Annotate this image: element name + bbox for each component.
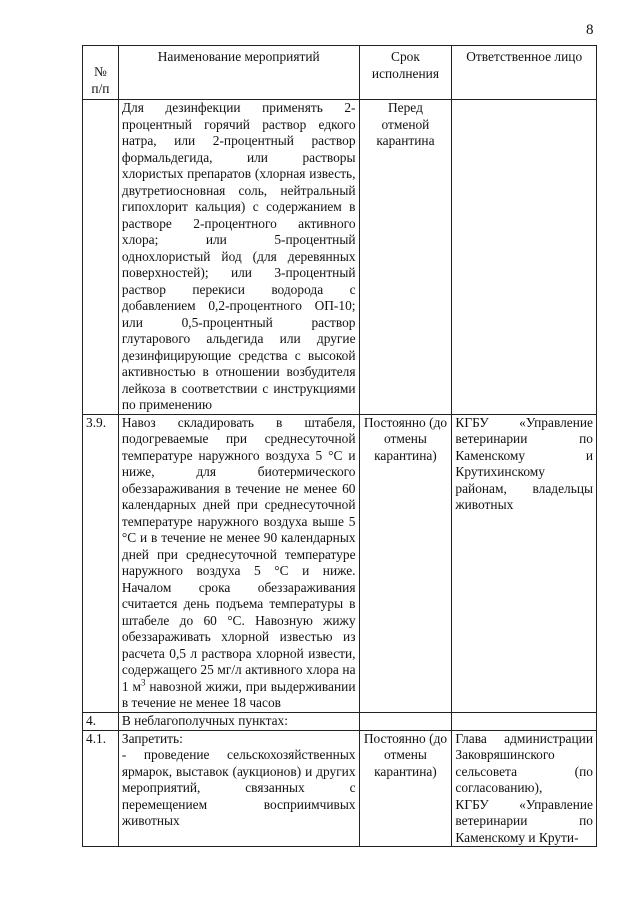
header-number: № п/п <box>83 46 119 100</box>
row-responsible <box>452 712 597 730</box>
row-responsible <box>452 100 597 415</box>
table-row <box>83 712 597 730</box>
superscript: 3 <box>140 677 146 688</box>
row-term: Постоянно (до отмены карантина) <box>359 414 452 712</box>
table-header-row <box>83 46 597 100</box>
row-term: Перед отменой карантина <box>359 100 452 415</box>
row-number: 4.1. <box>83 730 119 847</box>
header-term: Срок исполнения <box>359 46 452 100</box>
row-number <box>83 100 119 415</box>
table-row <box>83 100 597 415</box>
measures-table <box>82 45 597 847</box>
page-number: 8 <box>586 22 594 38</box>
row-number: 4. <box>83 712 119 730</box>
table-row <box>83 414 597 712</box>
row-measure-text: Навоз складировать в штабеля, подогреваемые при среднесуточной температуре наружного воздуха 5 °С и ниже, для биотермического обеззараживания в течение не менее 60 календарных дней при среднесуточной температуре наружного воздуха выше 5 °С и в течение не менее 90 календарных дней при среднесуточной температуре наружного воздуха 5 °С и ниже. Началом срока обеззараживания считается день подъема температуры в штабеле до 60 °С. Навозную жижу обеззараживать хлорной известью из расчета 0,5 л раствора хлорной извести, содержащего 25 мг/л активного хлора на 1 $м^3$ навозной жижи, при выдерживании в течение не менее 18 часов <box>118 414 359 712</box>
row-responsible: Глава администрации Заковряшинского сельсовета (по согласованию), КГБУ «Управление ветеринарии по Каменскому и Крути- <box>452 730 597 847</box>
table-row <box>83 730 597 847</box>
row-responsible: КГБУ «Управление ветеринарии по Каменскому и Крутихинскому районам, владельцы животных <box>452 414 597 712</box>
header-measure-name: Наименование мероприятий <box>118 46 359 100</box>
row-term: Постоянно (до отмены карантина) <box>359 730 452 847</box>
row-measure-text: В неблагополучных пунктах: <box>118 712 359 730</box>
row-term <box>359 712 452 730</box>
header-responsible: Ответственное лицо <box>452 46 597 100</box>
row-measure-text: Для дезинфекции применять 2-процентный горячий раствор едкого натра, или 2-процентный раствор формальдегида, или растворы хлористых препаратов (хлорная известь, двутретиосновная соль, нейтральный гипохлорит кальция) с содержанием в растворе 2-процентного активного хлора; или 5-процентный однохлористый йод (для деревянных поверхностей); или 3-процентный раствор перекиси водорода с добавлением 0,2-процентного ОП-10; или 0,5-процентный раствор глутарового альдегида или другие дезинфицирующие средства с высокой активностью в отношении возбудителя лейкоза в соответствии с инструкциями по применению <box>118 100 359 415</box>
row-number: 3.9. <box>83 414 119 712</box>
row-measure-text: Запретить: - проведение сельскохозяйственных ярмарок, выставок (аукционов) и других мероприятий, связанных с перемещением восприимчивых животных <box>118 730 359 847</box>
